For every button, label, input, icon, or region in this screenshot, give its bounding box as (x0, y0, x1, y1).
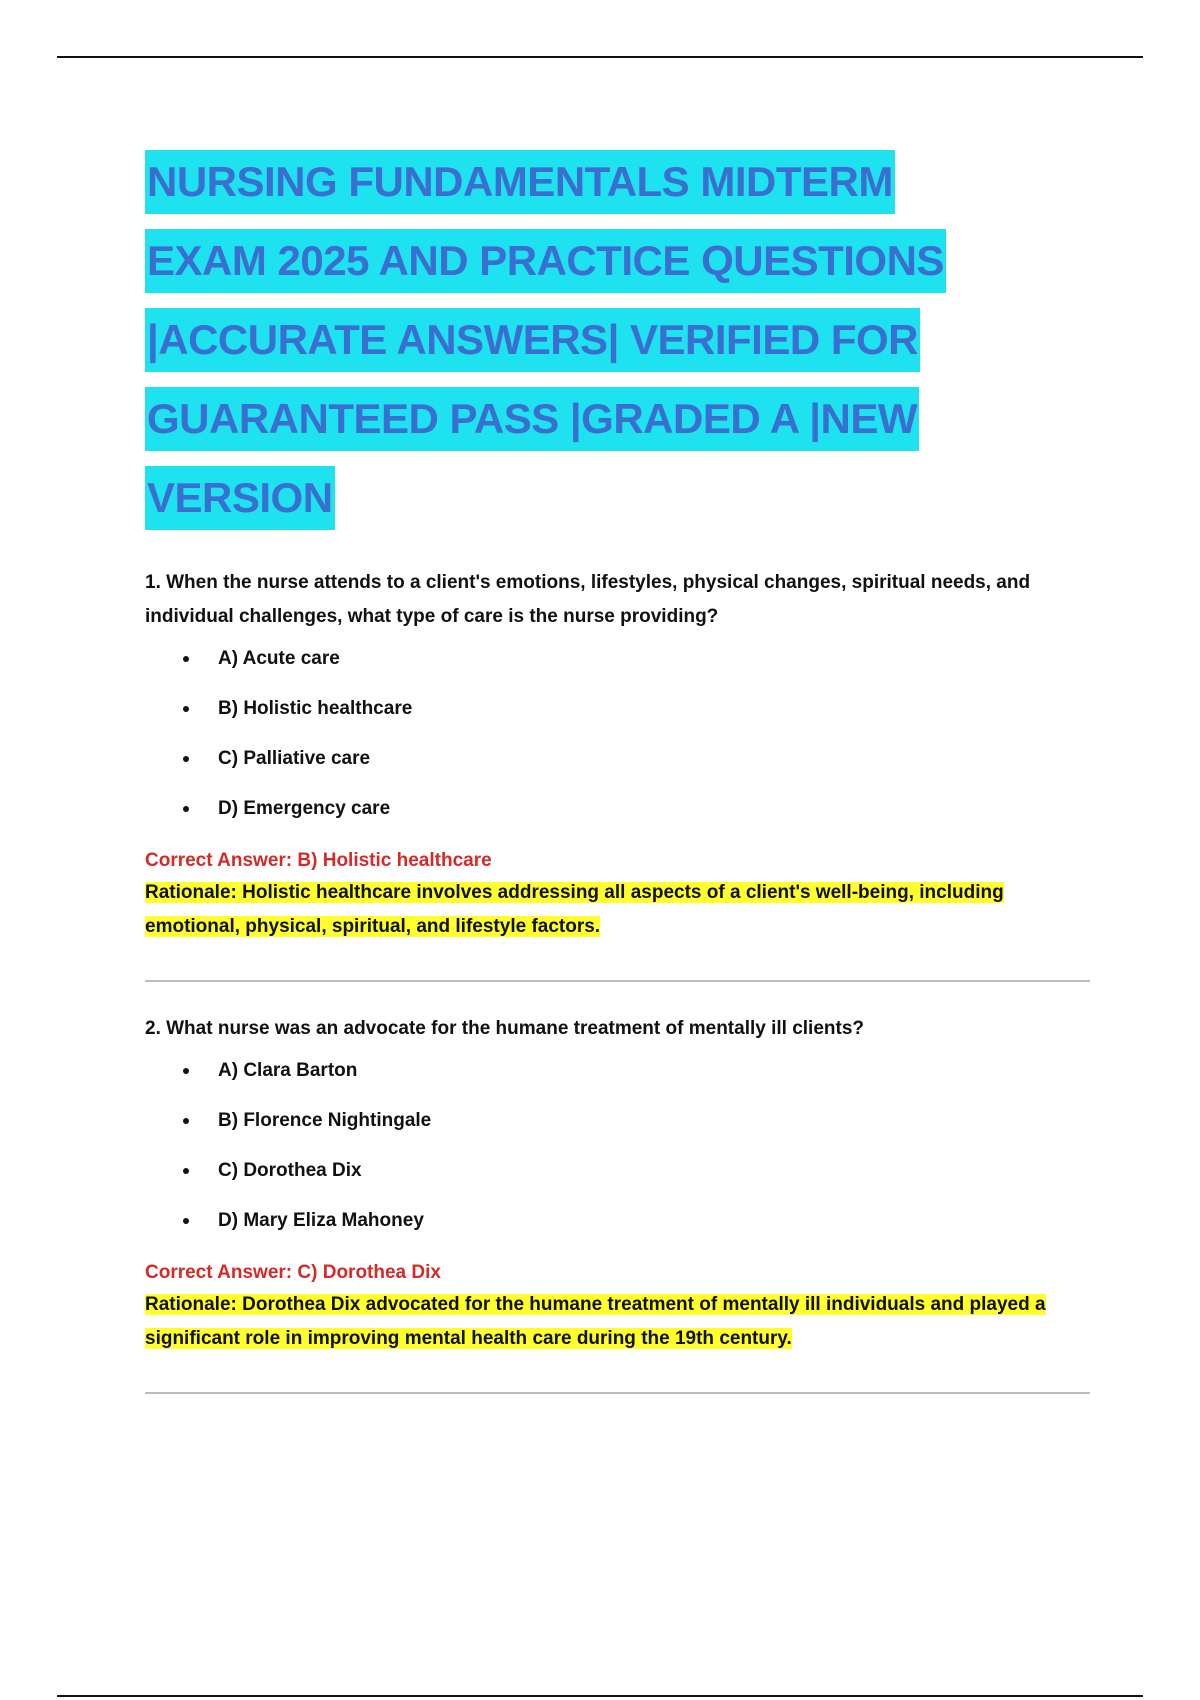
question-1 (145, 566, 1090, 944)
bullet-icon (183, 1218, 189, 1224)
page-top-rule (57, 56, 1143, 58)
question-1-rationale-text: Rationale: Holistic healthcare involves addressing all aspects of a client's well-being, including emotional, physical, spiritual, and lifestyle factors. (145, 882, 1004, 937)
title-line-5: VERSION (145, 466, 335, 530)
question-2-options (145, 1058, 1090, 1234)
section-divider (145, 1392, 1090, 1394)
bullet-icon (183, 1168, 189, 1174)
title-line-1: NURSING FUNDAMENTALS MIDTERM (145, 150, 895, 214)
bullet-icon (183, 1118, 189, 1124)
document-title (145, 145, 1090, 540)
question-2-rationale (145, 1288, 1090, 1356)
option-label: A) Clara Barton (218, 1060, 358, 1081)
bullet-icon (183, 756, 189, 762)
option-label: D) Emergency care (218, 798, 391, 819)
question-1-rationale (145, 876, 1090, 944)
option-label: A) Acute care (218, 648, 340, 669)
page-bottom-rule (57, 1695, 1143, 1697)
bullet-icon (183, 656, 189, 662)
question-2-option-c (145, 1158, 1090, 1184)
question-1-option-c (145, 746, 1090, 772)
question-2-text: 2. What nurse was an advocate for the humane treatment of mentally ill clients? (145, 1018, 865, 1039)
option-label: C) Dorothea Dix (218, 1160, 362, 1181)
question-1-options (145, 646, 1090, 822)
option-label: B) Holistic healthcare (218, 698, 413, 719)
option-label: D) Mary Eliza Mahoney (218, 1210, 424, 1231)
question-2-rationale-text: Rationale: Dorothea Dix advocated for the humane treatment of mentally ill individuals and played a significant role in improving mental health care during the 19th century. (145, 1294, 1046, 1349)
bullet-icon (183, 806, 189, 812)
title-line-4: GUARANTEED PASS |GRADED A |NEW (145, 387, 919, 451)
title-line-2: EXAM 2025 AND PRACTICE QUESTIONS (145, 229, 946, 293)
bullet-icon (183, 1068, 189, 1074)
question-1-option-b (145, 696, 1090, 722)
bullet-icon (183, 706, 189, 712)
title-line-3: |ACCURATE ANSWERS| VERIFIED FOR (145, 308, 920, 372)
question-1-option-d (145, 796, 1090, 822)
question-2-option-a (145, 1058, 1090, 1084)
document-body (145, 145, 1090, 1394)
question-2-option-b (145, 1108, 1090, 1134)
option-label: C) Palliative care (218, 748, 371, 769)
question-2 (145, 1012, 1090, 1356)
question-2-option-d (145, 1208, 1090, 1234)
section-divider (145, 980, 1090, 982)
question-2-correct-answer: Correct Answer: C) Dorothea Dix (145, 1262, 441, 1283)
option-label: B) Florence Nightingale (218, 1110, 432, 1131)
question-1-option-a (145, 646, 1090, 672)
question-1-correct-answer: Correct Answer: B) Holistic healthcare (145, 850, 492, 871)
question-1-text: 1. When the nurse attends to a client's emotions, lifestyles, physical changes, spiritual needs, and individual challenges, what type of care is the nurse providing? (145, 572, 1031, 627)
